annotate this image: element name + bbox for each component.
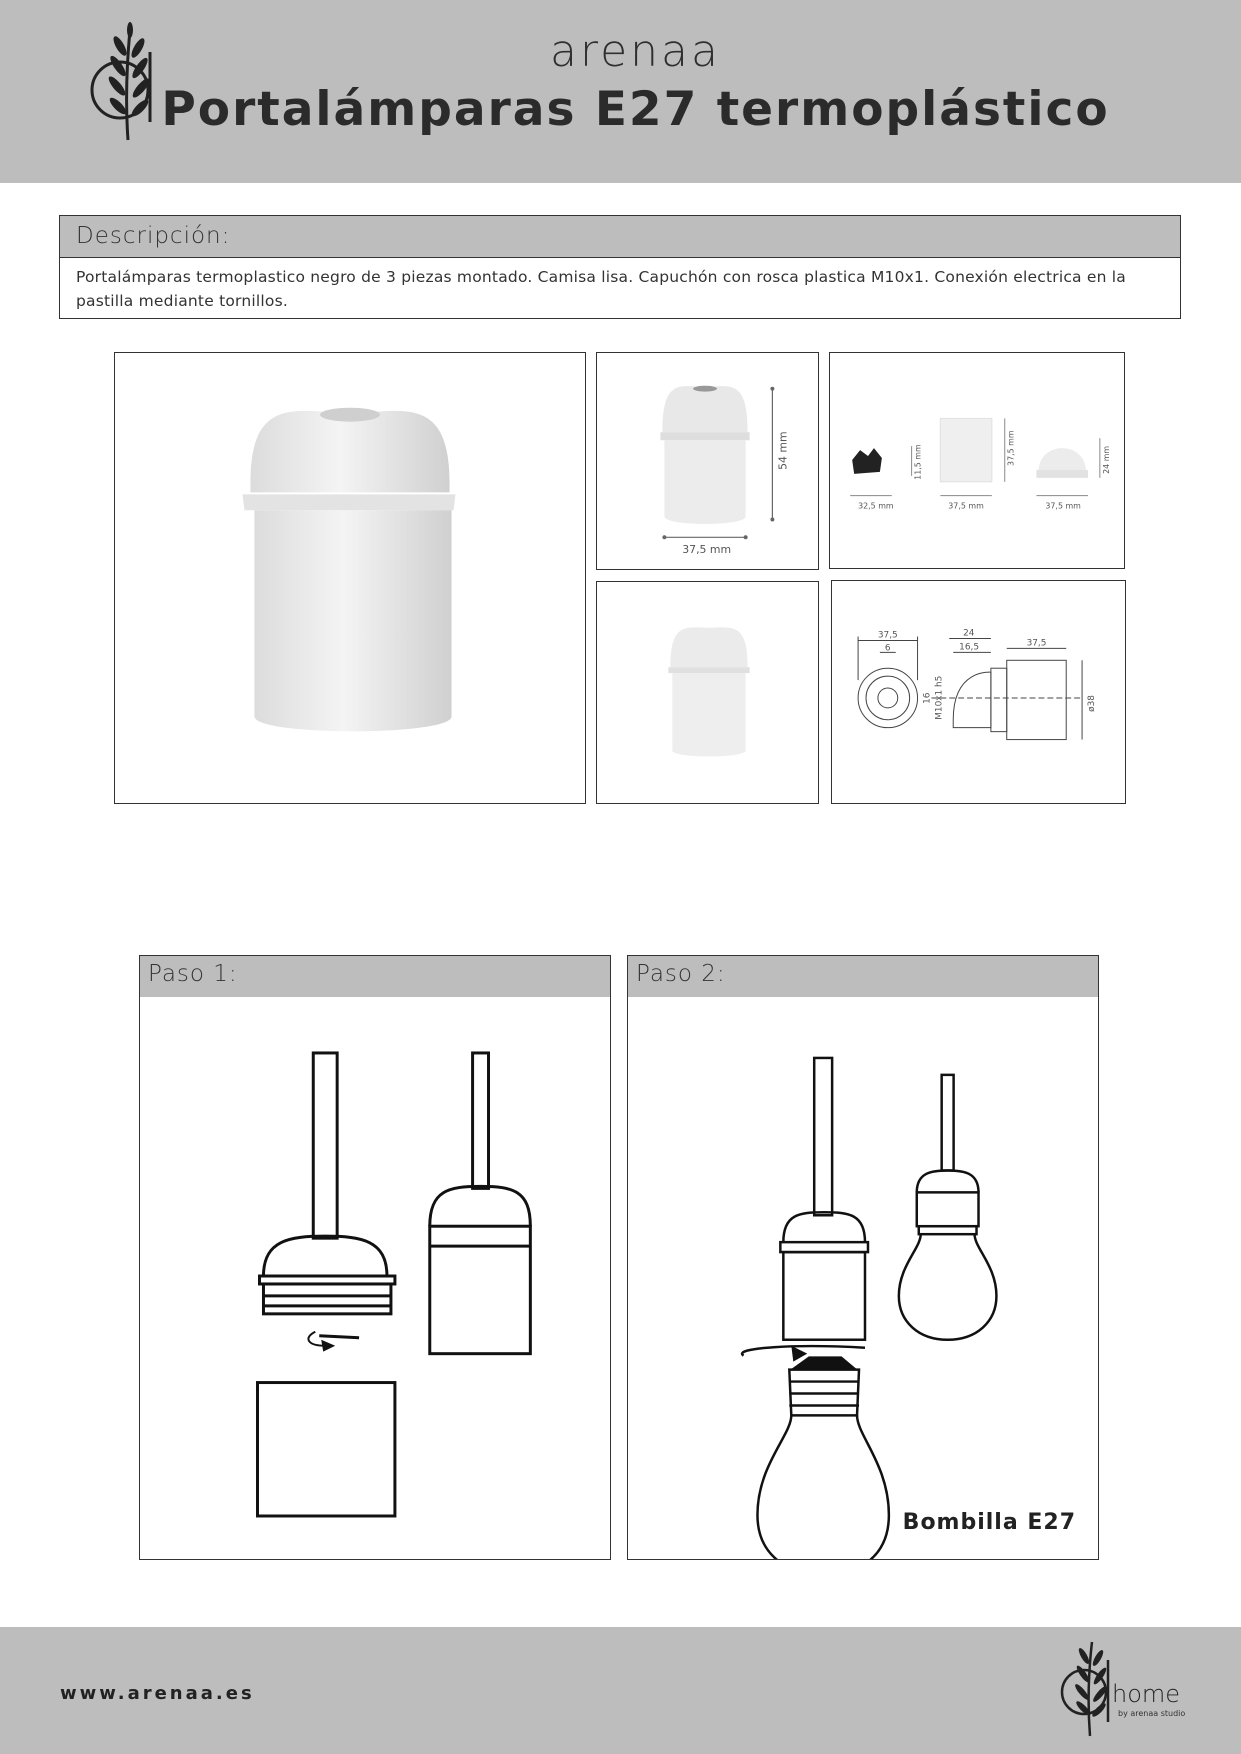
- core-width-label: 32,5 mm: [858, 501, 894, 511]
- height-label: 54 mm: [776, 431, 790, 470]
- sleeve-height-label: 37,5 mm: [1006, 430, 1016, 466]
- product-photo-dimensions: [596, 352, 819, 570]
- step-2-heading: Paso 2:: [628, 956, 1098, 997]
- technical-drawing: [831, 580, 1126, 804]
- product-photo-small: [596, 581, 819, 804]
- drawing-dim-1: 37,5: [877, 630, 898, 641]
- footer: [0, 1627, 1241, 1754]
- description-text: Portalámparas termoplastico negro de 3 piezas montado. Camisa lisa. Capuchón con rosca plastica M10x1. Conexión electrica en la pastilla mediante tornillos.: [76, 268, 1126, 310]
- product-photo-parts: [829, 352, 1125, 569]
- header: [0, 0, 1241, 183]
- home-logo-subtext: by arenaa studio: [1118, 1709, 1186, 1718]
- bulb-label: Bombilla E27: [902, 1510, 1076, 1535]
- cap-height-label: 24 mm: [1101, 445, 1111, 474]
- sleeve-width-label: 37,5 mm: [948, 501, 984, 511]
- description-box: [59, 215, 1181, 319]
- drawing-dim-2: 6: [884, 643, 891, 654]
- description-heading: Descripción:: [60, 216, 1180, 258]
- drawing-dim-6: 16: [922, 692, 933, 704]
- page-title: Portalámparas E27 termoplástico: [161, 82, 1110, 137]
- drawing-dim-4: 16,5: [959, 642, 980, 653]
- step-1-heading: Paso 1:: [140, 956, 610, 997]
- step-1-panel: [139, 955, 611, 1560]
- website-link[interactable]: www.arenaa.es: [60, 1683, 255, 1704]
- step-1-illustration: [140, 997, 610, 1559]
- core-part: [852, 448, 882, 474]
- step-2-illustration: [628, 997, 1098, 1559]
- product-photo-main: [114, 352, 586, 804]
- cap-width-label: 37,5 mm: [1045, 501, 1081, 511]
- core-height-label: 11,5 mm: [913, 444, 923, 480]
- step-2-panel: [627, 955, 1099, 1560]
- drawing-dim-5: 37,5: [1026, 638, 1047, 649]
- drawing-dim-8: ø38: [1086, 695, 1097, 712]
- drawing-dim-3: 24: [963, 628, 975, 639]
- width-label: 37,5 mm: [682, 543, 732, 557]
- drawing-dim-7: M10x1 h5: [934, 675, 945, 720]
- home-logo-text: home: [1112, 1680, 1181, 1708]
- brand-name: arenaa: [550, 26, 721, 77]
